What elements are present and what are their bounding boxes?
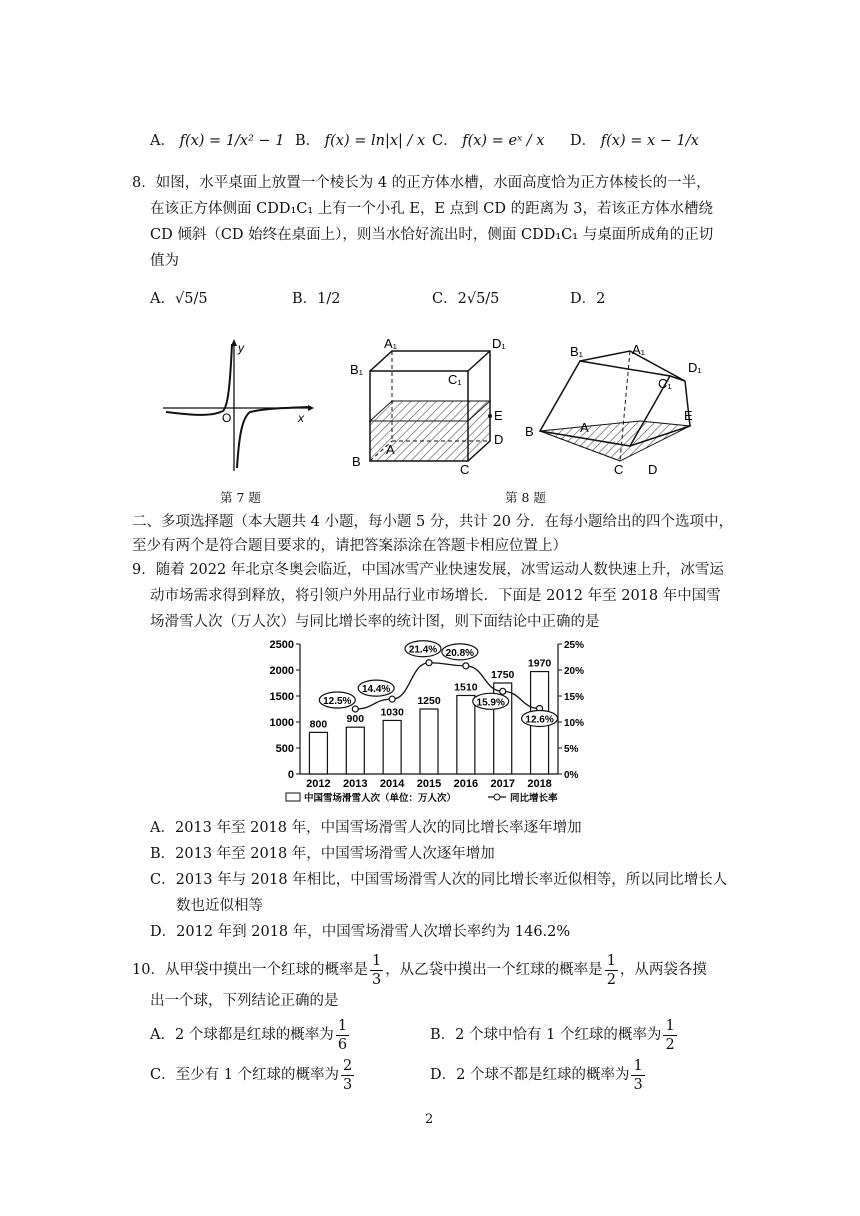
- q9-line1: 9．随着 2022 年北京冬奥会临近，中国冰雪产业快速发展，冰雪运动人数快速上升，冰雪运: [132, 562, 724, 578]
- q10-option-c: C．至少有 1 个红球的概率为 $\frac{2}{3}$: [150, 1057, 353, 1093]
- label-d1: D₁: [492, 336, 506, 351]
- q8-option-a: A．√5/5: [150, 291, 208, 307]
- q8-option-d: D．2: [570, 291, 606, 307]
- legend-line-label: 同比增长率: [510, 793, 558, 804]
- section-2-heading-line2: 至少有两个是符合题目要求的，请把答案添涂在答题卡相应位置上）: [132, 538, 567, 554]
- label-d1-tilted: D₁: [688, 360, 702, 375]
- label-b1: B₁: [350, 362, 364, 377]
- q7-option-b-math: f(x) = ln|x| / x: [324, 133, 426, 149]
- label-c1: C₁: [448, 372, 462, 387]
- label-a1: A₁: [384, 336, 398, 351]
- growth-point: [389, 696, 395, 702]
- left-tick-label: 2000: [269, 665, 294, 677]
- bar-value-label: 1250: [417, 695, 441, 707]
- bar: [457, 695, 475, 774]
- chart-legend: [286, 792, 558, 804]
- left-tick-label: 1000: [269, 717, 294, 729]
- q9-option-c-line1: C．2013 年与 2018 年相比，中国雪场滑雪人次的同比增长率近似相等，所以同比增长人: [150, 872, 728, 888]
- q9-option-c-line2: 数也近似相等: [176, 898, 263, 914]
- growth-point: [463, 663, 469, 669]
- legend-line-marker: [494, 794, 500, 800]
- x-tick-label: 2012: [306, 778, 331, 790]
- q10-line2: 出一个球，下列结论正确的是: [150, 993, 339, 1009]
- bar-value-label: 1030: [380, 706, 404, 719]
- q7-option-b: B． f(x) = ln|x| / x: [295, 133, 426, 149]
- ski-chart: [258, 636, 608, 806]
- label-a1-tilted: A₁: [632, 342, 646, 357]
- growth-point: [500, 688, 506, 694]
- label-a: A: [386, 442, 395, 457]
- q9-line2: 动市场需求得到释放，将引领户外用品行业市场增长．下面是 2012 年至 2018 年中国雪: [150, 588, 721, 604]
- left-tick-label: 0: [287, 769, 294, 781]
- q8-option-c-math: 2√5/5: [457, 291, 500, 307]
- q8-option-b: B．1/2: [292, 291, 341, 307]
- x-tick-label: 2013: [343, 778, 368, 790]
- page-number: 2: [425, 1112, 434, 1127]
- growth-point: [352, 706, 358, 712]
- q10-prob-jia: $\frac{1}{3}$: [371, 952, 382, 988]
- q10-option-a: A．2 个球都是红球的概率为 $\frac{1}{6}$: [150, 1017, 348, 1053]
- label-c-tilted: C: [614, 462, 624, 476]
- left-tick-label: 1500: [269, 691, 294, 703]
- q8-option-b-math: 1/2: [317, 291, 341, 307]
- q7-option-a: A． f(x) = 1/x² − 1: [150, 133, 285, 149]
- legend-bar-swatch: [286, 793, 300, 801]
- q7-option-c: C． f(x) = eˣ / x: [432, 133, 545, 149]
- bar: [309, 732, 327, 774]
- q7-option-a-math: f(x) = 1/x² − 1: [179, 133, 285, 149]
- q10-line1: 10．从甲袋中摸出一个红球的概率是 $\frac{1}{3}$ ，从乙袋中摸出一个红球的概率是 $\frac{1}{2}$ ，从两袋各摸: [132, 952, 707, 988]
- y-axis-label: y: [238, 341, 244, 355]
- tilted-water: [540, 421, 690, 461]
- bar: [346, 727, 364, 774]
- x-axis-arrow: [308, 405, 314, 411]
- right-tick-label: 15%: [564, 692, 585, 703]
- left-tick-label: 2500: [269, 639, 294, 651]
- q10-prob-yi: $\frac{1}{2}$: [606, 952, 616, 988]
- label-b: B: [352, 454, 361, 469]
- origin-label: O: [222, 411, 232, 425]
- q7-option-d: D． f(x) = x − 1/x: [570, 133, 699, 149]
- q8-line3: CD 倾斜（CD 始终在桌面上），则当水恰好流出时，侧面 CDD₁C₁ 与桌面所成角的正切: [150, 227, 714, 243]
- q8-option-c: C．2√5/5: [432, 291, 500, 307]
- water-front: [370, 421, 468, 461]
- left-tick-label: 500: [275, 743, 294, 755]
- q7-option-c-math: f(x) = eˣ / x: [462, 133, 545, 149]
- figure-7-graph: [158, 336, 318, 476]
- curve-left-branch: [166, 344, 232, 415]
- q9-option-b: B．2013 年至 2018 年，中国雪场滑雪人次逐年增加: [150, 846, 495, 862]
- label-c1-tilted: C₁: [658, 376, 672, 391]
- x-axis-label: x: [298, 411, 304, 425]
- bar-value-label: 1750: [491, 669, 515, 681]
- legend-bar-label: 中国雪场滑雪人次（单位：万人次）: [304, 793, 457, 804]
- label-d-tilted: D: [648, 462, 658, 476]
- label-b-tilted: B: [525, 424, 534, 439]
- figure-8-cube-upright: [340, 336, 510, 476]
- q8-line2: 在该正方体侧面 CDD₁C₁ 上有一个小孔 E，E 点到 CD 的距离为 3，若该正方体水槽绕: [150, 201, 713, 217]
- q8-option-a-math: √5/5: [174, 291, 208, 307]
- bar: [383, 720, 401, 774]
- q10-option-d: D．2 个球不都是红球的概率为 $\frac{1}{3}$: [430, 1057, 643, 1093]
- growth-label: 12.6%: [525, 714, 554, 726]
- q9-line3: 场滑雪人次（万人次）与同比增长率的统计图，则下面结论中正确的是: [150, 614, 600, 630]
- x-tick-label: 2014: [379, 778, 405, 790]
- label-b1-tilted: B₁: [570, 344, 584, 359]
- x-tick-label: 2018: [527, 778, 552, 790]
- right-tick-label: 10%: [564, 718, 585, 729]
- bar-value-label: 1510: [454, 681, 478, 694]
- bar-value-label: 900: [346, 713, 365, 726]
- x-tick-label: 2016: [453, 778, 479, 790]
- label-c: C: [460, 462, 470, 476]
- point-e: [488, 414, 492, 418]
- q8-line4: 值为: [150, 253, 179, 269]
- x-tick-label: 2015: [416, 778, 442, 790]
- right-tick-label: 0%: [564, 770, 579, 781]
- q10-option-b: B．2 个球中恰有 1 个红球的概率为 $\frac{1}{2}$: [430, 1017, 675, 1053]
- right-tick-label: 25%: [564, 640, 585, 651]
- figure-8-cube-tilted: [520, 336, 710, 476]
- q8-line1: 8．如图，水平桌面上放置一个棱长为 4 的正方体水槽，水面高度恰为正方体棱长的一半，: [132, 175, 711, 191]
- cube-edge: [468, 351, 490, 371]
- growth-label: 15.9%: [476, 697, 505, 709]
- chart-bars: [309, 657, 554, 774]
- bar-value-label: 800: [309, 718, 328, 731]
- growth-point: [426, 660, 432, 666]
- right-tick-label: 5%: [564, 744, 579, 755]
- q9-option-d: D．2012 年到 2018 年，中国雪场滑雪人次增长率约为 146.2%: [150, 924, 571, 940]
- section-2-heading: 二、多项选择题（本大题共 4 小题，每小题 5 分，共计 20 分．在每小题给出的四个选项中，: [132, 514, 734, 530]
- figure-8-caption: 第 8 题: [505, 490, 546, 505]
- figure-7-caption: 第 7 题: [220, 490, 261, 505]
- label-e-tilted: E: [684, 408, 693, 423]
- label-e: E: [494, 408, 503, 423]
- label-d: D: [494, 432, 504, 447]
- bar-value-label: 1970: [527, 657, 552, 670]
- growth-label: 14.4%: [361, 684, 391, 696]
- q9-option-a: A．2013 年至 2018 年，中国雪场滑雪人次的同比增长率逐年增加: [150, 820, 582, 836]
- bar: [420, 709, 438, 774]
- x-tick-label: 2017: [490, 778, 515, 790]
- growth-label: 21.4%: [408, 644, 438, 656]
- right-tick-label: 20%: [564, 666, 585, 677]
- q7-option-d-math: f(x) = x − 1/x: [600, 133, 699, 149]
- label-a-tilted: A: [580, 420, 589, 435]
- section-2-heading-line1: [132, 509, 733, 535]
- growth-label: 20.8%: [445, 647, 475, 659]
- growth-label: 12.5%: [323, 696, 352, 707]
